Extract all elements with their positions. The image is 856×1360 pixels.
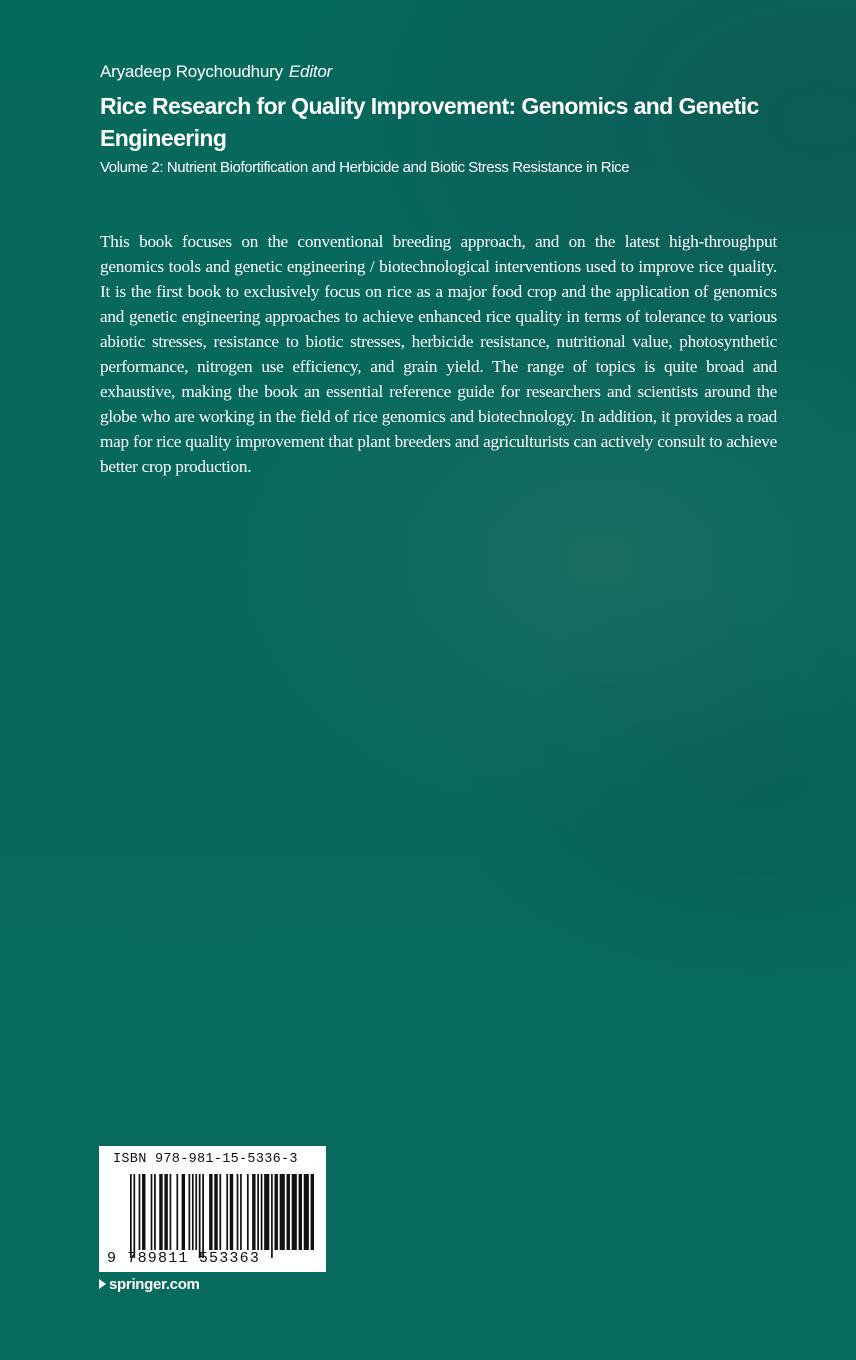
barcode-bar (170, 1174, 172, 1250)
barcode-bar (176, 1174, 178, 1250)
barcode-bar (226, 1174, 228, 1250)
barcode-bar (299, 1174, 302, 1250)
barcode-bar (202, 1174, 204, 1258)
barcode-bar (271, 1174, 273, 1258)
book-description: This book focuses on the conventional breeding approach, and on the latest high-throughput genomics tools and genetic engineering / biotechnological interventions used to improve rice quality. It is the first book to exclusively focus on rice as a major food crop and the application of genomics and genetic engineering approaches to achieve enhanced rice quality in terms of tolerance to various abiotic stresses, resistance to biotic stresses, herbicide resistance, nutritional value, photosynthetic performance, nitrogen use efficiency, and grain yield. The range of topics is quite broad and exhaustive, making the book an essential reference guide for researchers and scientists around the globe who are working in the field of rice genomics and biotechnology. In addition, it provides a road map for rice quality improvement that plant breeders and agriculturists can actively consult to achieve better crop production. (100, 232, 777, 476)
book-subtitle: Volume 2: Nutrient Biofortification and Herbicide and Biotic Stress Resistance in Rice (100, 159, 630, 176)
barcode-bar (280, 1174, 285, 1250)
barcode-bar (199, 1174, 201, 1258)
barcode-bar (139, 1174, 141, 1250)
barcode-bar (159, 1174, 162, 1250)
barcode-bar (292, 1174, 297, 1250)
barcode-bar (264, 1174, 269, 1250)
barcode-bar (154, 1174, 156, 1250)
barcode-bar (133, 1174, 135, 1258)
barcode-bar (240, 1174, 242, 1250)
barcode-bar (182, 1174, 185, 1250)
barcode-bar (209, 1174, 212, 1250)
springer-link[interactable] (99, 1276, 200, 1293)
barcode-bar (151, 1174, 153, 1250)
barcode-bar (142, 1174, 145, 1250)
barcode-bar (287, 1174, 290, 1250)
barcode-bar (247, 1174, 249, 1250)
barcode-bar (188, 1174, 190, 1250)
barcode-digits: 9 789811 553363 (107, 1250, 261, 1267)
barcode-bar (230, 1174, 233, 1250)
barcode-bar (274, 1174, 277, 1250)
barcode-bar (219, 1174, 221, 1250)
barcode-bar (304, 1174, 309, 1250)
barcode-bar (261, 1174, 263, 1250)
springer-link-text: springer.com (109, 1276, 200, 1293)
barcode-bar (237, 1174, 239, 1250)
barcode-bar (214, 1174, 217, 1250)
barcode-bar (257, 1174, 259, 1250)
author-line (100, 62, 332, 82)
isbn-barcode (99, 1146, 326, 1272)
barcode-bar (252, 1174, 255, 1250)
triangle-right-icon (99, 1279, 106, 1289)
barcode-bar (195, 1174, 197, 1250)
book-title: Rice Research for Quality Improvement: Genomics and Genetic Engineering (100, 93, 759, 151)
isbn-label: ISBN 978-981-15-5336-3 (113, 1152, 298, 1167)
author-role: Editor (288, 62, 333, 81)
barcode-bar (130, 1174, 132, 1258)
author-name: Aryadeep Roychoudhury (100, 62, 283, 81)
barcode-bar (192, 1174, 194, 1250)
barcode-bar (164, 1174, 167, 1250)
barcode-bar (311, 1174, 314, 1250)
